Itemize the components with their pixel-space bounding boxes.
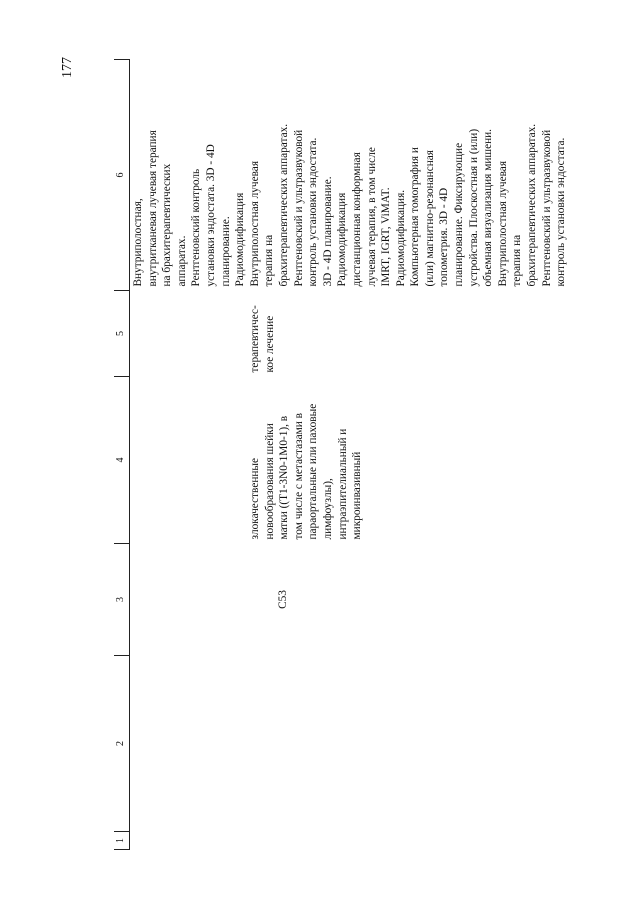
method-line: установки эндостата. 3D - 4D — [204, 144, 217, 287]
col-header-1: 1 — [114, 832, 130, 850]
diagnosis-line: новообразования шейки — [263, 423, 276, 540]
page-number: 177 — [60, 57, 75, 78]
icd-code-cell — [130, 544, 569, 656]
col-header-5: 5 — [114, 291, 130, 377]
treatment-line: кое лечение — [263, 315, 276, 373]
method-line: 3D - 4D планирование. — [321, 176, 334, 287]
col-header-4: 4 — [114, 377, 130, 544]
method-line: IMRT, IGRT, ViMAT. — [380, 187, 393, 287]
rotated-table-area — [114, 60, 568, 850]
treatment-methods-cell — [130, 60, 569, 291]
method-line: топометрия. 3D - 4D — [438, 187, 451, 287]
method-line: внутритканевая лучевая терапия — [146, 130, 159, 287]
col-header-3: 3 — [114, 544, 130, 656]
method-line: планирование. — [219, 216, 232, 287]
method-line: терапия на — [263, 234, 276, 287]
table-row — [130, 60, 569, 850]
method-line: объемная визуализация мишени. — [482, 128, 495, 287]
method-line: дистанционная конформная — [350, 152, 363, 287]
method-line: Радиомодификация — [336, 192, 349, 287]
treatment-table — [114, 59, 569, 850]
cell-col-2 — [130, 656, 569, 832]
diagnosis-line: параортальные или паховые — [307, 403, 320, 540]
method-line: контроль установки эндостата. — [555, 137, 568, 287]
diagnosis-cell — [130, 377, 569, 544]
icd-code: C53 — [277, 590, 289, 609]
method-line: аппаратах. — [175, 235, 188, 287]
method-line: лучевая терапия, в том числе — [365, 147, 378, 287]
method-line: планирование. Фиксирующие — [453, 142, 466, 287]
method-line: терапия на — [511, 234, 524, 287]
header-row — [114, 60, 130, 850]
diagnosis-line: том числе с метастазами в — [292, 413, 305, 540]
method-line: Рентгеновский и ультразвуковой — [540, 129, 553, 287]
method-line: Радиомодификация. — [394, 189, 407, 287]
method-line: Радиомодификация — [234, 192, 247, 287]
method-line: контроль установки эндостата. — [307, 137, 320, 287]
method-line: брахитерапевтических аппаратах. — [277, 123, 290, 287]
diagnosis-line: лимфоузлы), — [321, 478, 334, 540]
method-line: (или) магнитно-резонансная — [423, 149, 436, 287]
method-line: Рентгеновский и ультразвуковой — [292, 129, 305, 287]
col-header-6: 6 — [114, 60, 130, 291]
method-line: Внутриполостная лучевая — [248, 160, 261, 287]
treatment-type-cell — [130, 291, 569, 377]
method-line: брахитерапевтических аппаратах. — [526, 123, 539, 287]
method-line: Рентгеновский контроль — [190, 168, 203, 287]
diagnosis-line: матки ((T1-3N0-1M0-1), в — [278, 415, 291, 540]
treatment-line: терапевтичес- — [249, 305, 261, 373]
diagnosis-line: злокачественные — [249, 457, 261, 540]
method-line: Внутриполостная лучевая — [496, 160, 509, 287]
diagnosis-line: интраэпителиальный и — [336, 428, 349, 540]
method-line: на брахитерапевтических — [161, 163, 174, 287]
method-line: устройства. Плоскостная и (или) — [467, 128, 480, 287]
cell-col-1 — [130, 832, 569, 850]
method-line: Компьютерная томография и — [409, 147, 422, 287]
col-header-2: 2 — [114, 656, 130, 832]
method-line: Внутриполостная, — [132, 198, 144, 287]
diagnosis-line: микроинвазивный — [351, 451, 364, 540]
